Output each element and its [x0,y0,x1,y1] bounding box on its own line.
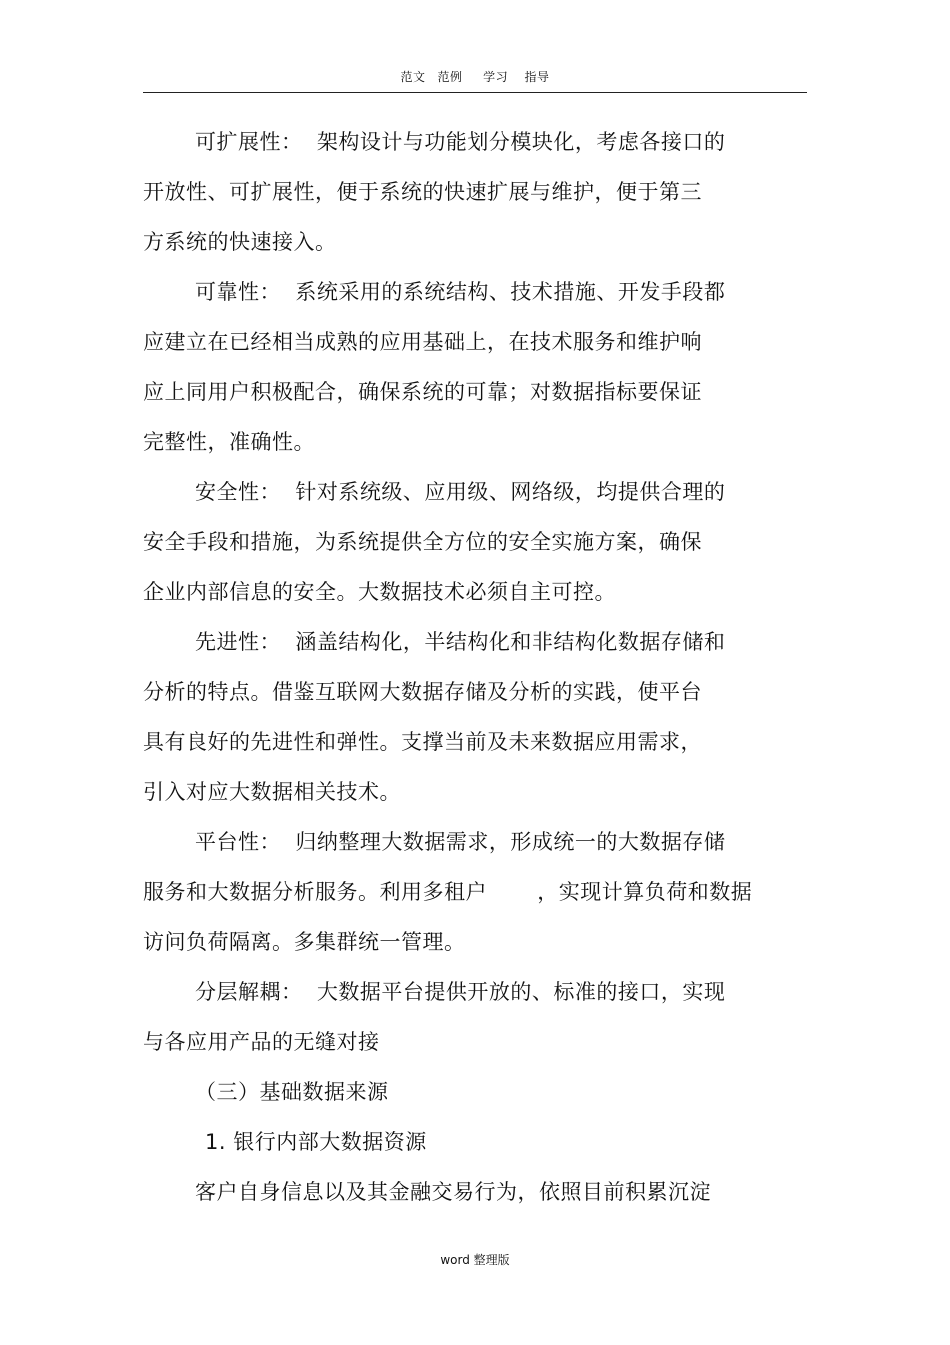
paragraph-line: 服务和大数据分析服务。利用多租户 ，实现计算负荷和数据 [143,880,753,904]
paragraph-line: 安全手段和措施，为系统提供全方位的安全实施方案，确保 [143,530,702,554]
paragraph-line: 具有良好的先进性和弹性。支撑当前及未来数据应用需求， [143,730,702,754]
subsection-heading: 1. 银行内部大数据资源 [205,1130,427,1154]
header-rule [143,92,807,93]
paragraph-line: 分层解耦： 大数据平台提供开放的、标准的接口，实现 [195,980,726,1004]
paragraph-line: 可靠性： 系统采用的系统结构、技术措施、开发手段都 [195,280,726,304]
paragraph-line: 与各应用产品的无缝对接 [143,1030,380,1054]
paragraph-line: 访问负荷隔离。多集群统一管理。 [143,930,466,954]
paragraph-line: 平台性： 归纳整理大数据需求，形成统一的大数据存储 [195,830,726,854]
paragraph-line: 应上同用户积极配合，确保系统的可靠；对数据指标要保证 [143,380,702,404]
header-item: 范文 [400,70,426,84]
page-footer: word 整理版 [440,1253,510,1267]
paragraph-line: 应建立在已经相当成熟的应用基础上，在技术服务和维护响 [143,330,702,354]
paragraph-line: 完整性，准确性。 [143,430,315,454]
paragraph-line: 安全性： 针对系统级、应用级、网络级，均提供合理的 [195,480,726,504]
paragraph-line: 企业内部信息的安全。大数据技术必须自主可控。 [143,580,616,604]
paragraph-line: 方系统的快速接入。 [143,230,337,254]
header-item: 学习 [483,70,509,84]
header-item: 指导 [524,70,550,84]
paragraph-line: 先进性： 涵盖结构化，半结构化和非结构化数据存储和 [195,630,726,654]
paragraph-line: 分析的特点。借鉴互联网大数据存储及分析的实践，使平台 [143,680,702,704]
paragraph-line: 引入对应大数据相关技术。 [143,780,401,804]
section-heading: （三）基础数据来源 [195,1080,389,1104]
header-item: 范例 [437,70,463,84]
paragraph-line: 可扩展性： 架构设计与功能划分模块化，考虑各接口的 [195,130,726,154]
paragraph-line: 客户自身信息以及其金融交易行为，依照目前积累沉淀 [195,1180,711,1204]
page-header [0,68,950,85]
paragraph-line: 开放性、可扩展性，便于系统的快速扩展与维护，便于第三 [143,180,702,204]
